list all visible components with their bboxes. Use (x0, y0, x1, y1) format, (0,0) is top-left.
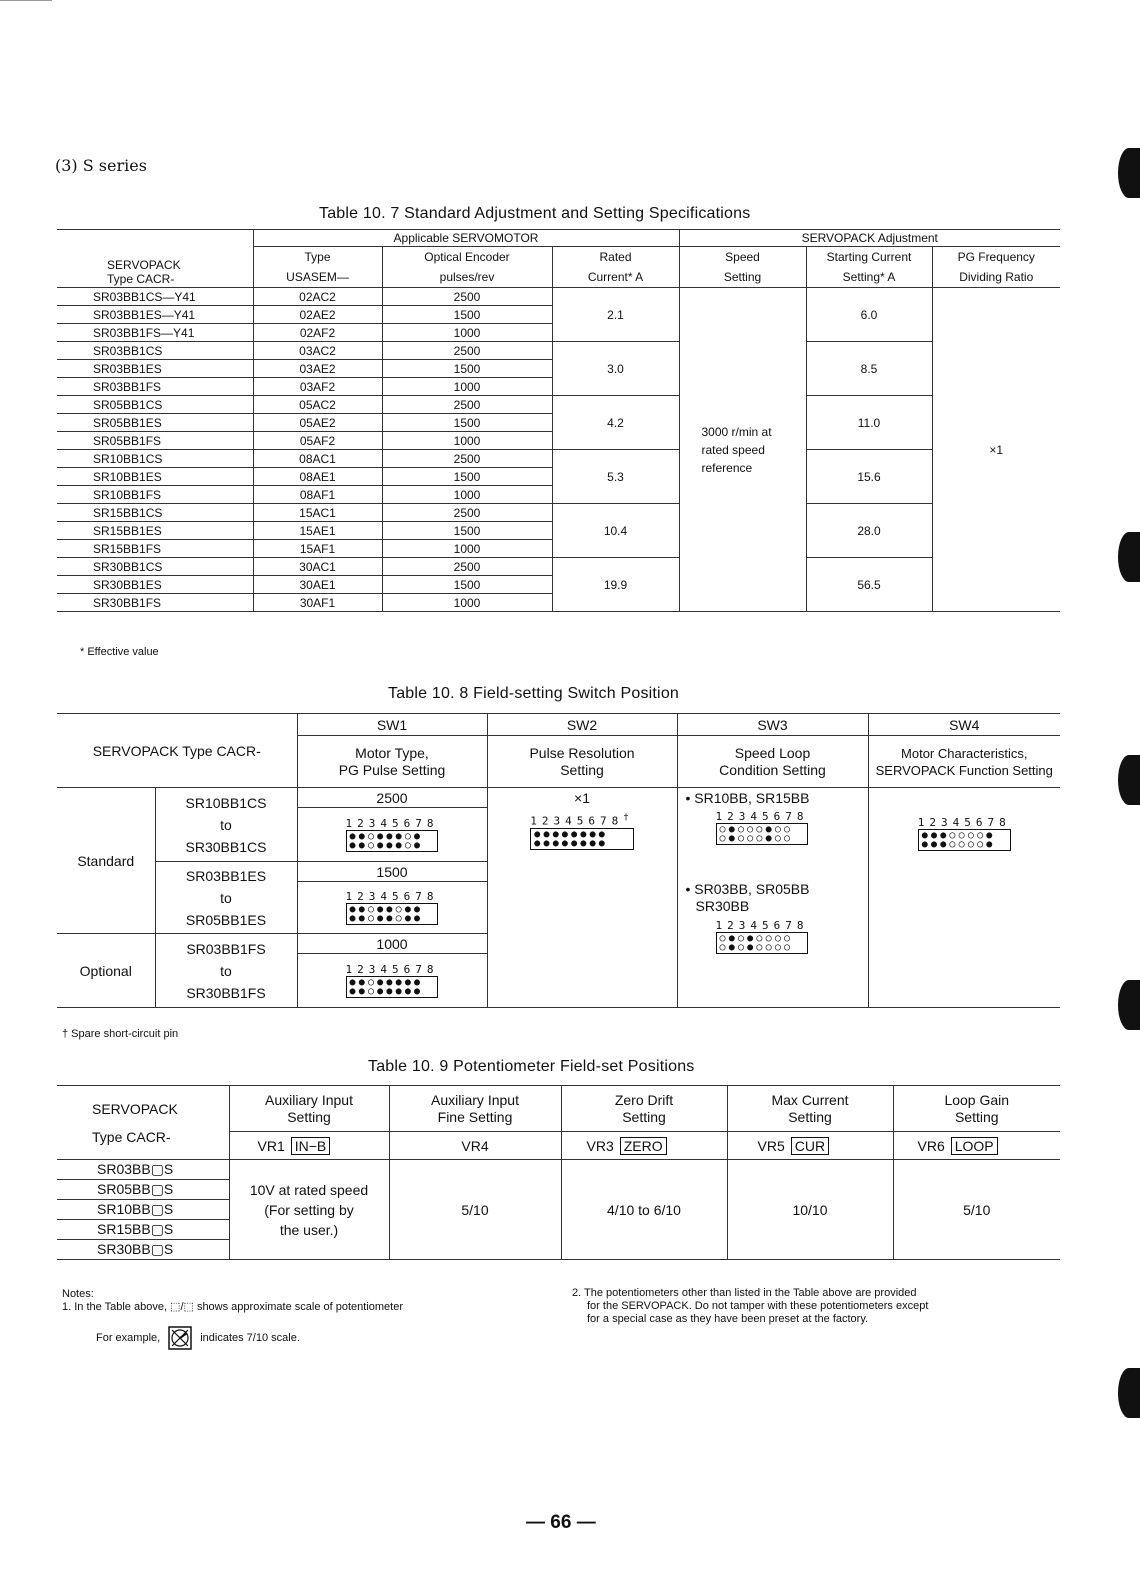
col-encoder: Optical Encoder pulses/rev (382, 247, 552, 288)
vr1-tag: IN−B (291, 1137, 331, 1155)
table-row (57, 558, 1060, 576)
vr4-label: VR4 (389, 1132, 561, 1160)
pin-numbers: 12345678 (715, 810, 809, 823)
rated-current: 5.3 (552, 450, 679, 504)
servopack-type: SR30BB1FS (57, 594, 253, 612)
motor-type: 08AE1 (253, 468, 382, 486)
servopack-type: SR10BB1CS (57, 450, 253, 468)
dagger-mark: † (623, 812, 634, 823)
encoder-pulses: 2500 (382, 558, 552, 576)
rated-current: 10.4 (552, 504, 679, 558)
rated-current: 2.1 (552, 288, 679, 342)
sw1-desc: Motor Type, PG Pulse Setting (297, 736, 487, 788)
table-10-8 (57, 713, 1060, 1008)
starting-current: 6.0 (806, 288, 932, 342)
speed-setting: 3000 r/min at rated speed reference (679, 288, 806, 612)
aux-input-value: 10V at rated speed (For setting by the user.) (229, 1160, 389, 1260)
servopack-type: SR03BB1CS—Y41 (57, 288, 253, 306)
pin-numbers: 12345678 (715, 919, 809, 932)
table-row: SR15BB▢S (57, 1220, 229, 1240)
table-row: SR05BB▢S (57, 1180, 229, 1200)
pin-row: ●●○●●○●● (349, 913, 424, 924)
pin-row: ●●●●●●●● (534, 828, 609, 840)
pin-row: ○●○○○●○○ (719, 833, 794, 844)
table-row (57, 504, 1060, 522)
note-2: 2. The potentiometers other than listed in the Table above are provided for the SERVOPACK. Do not tamper with these potentiometers except for a special case as they have been preset at the factory. (572, 1287, 929, 1325)
encoder-pulses: 1500 (382, 414, 552, 432)
encoder-pulses: 1000 (382, 540, 552, 558)
servopack-type: SR03BB1ES—Y41 (57, 306, 253, 324)
table-10-7 (57, 229, 1060, 612)
encoder-pulses: 2500 (382, 396, 552, 414)
motor-type: 02AE2 (253, 306, 382, 324)
col-starting-current: Starting Current Setting* A (806, 247, 932, 288)
pin-row: ●●○●●●○● (349, 831, 424, 842)
vr3-label: VR3 ZERO (561, 1132, 727, 1160)
vr5-tag: CUR (791, 1137, 829, 1155)
sw2-desc: Pulse Resolution Setting (487, 736, 677, 788)
sw2-header: SW2 (487, 714, 677, 736)
vr6-tag: LOOP (951, 1137, 998, 1155)
motor-type: 05AE2 (253, 414, 382, 432)
encoder-pulses: 1500 (382, 360, 552, 378)
vr1-label: VR1 IN−B (229, 1132, 389, 1160)
motor-type: 15AE1 (253, 522, 382, 540)
encoder-pulses: 1000 (382, 486, 552, 504)
encoder-pulses: 1000 (382, 432, 552, 450)
sw1-1500-pins (297, 882, 487, 934)
col-pg-ratio: PG Frequency Dividing Ratio (932, 247, 1060, 288)
encoder-pulses: 2500 (382, 342, 552, 360)
encoder-pulses: 1500 (382, 522, 552, 540)
vr5-label: VR5 CUR (727, 1132, 893, 1160)
enc-2500: 2500 (297, 788, 487, 808)
table-row: SR30BB▢S (57, 1240, 229, 1260)
sw2-value: ×1 (574, 790, 590, 806)
encoder-pulses: 2500 (382, 450, 552, 468)
servopack-type: SR05BB1CS (57, 396, 253, 414)
motor-type: 02AC2 (253, 288, 382, 306)
servopack-type: SR03BB1FS (57, 378, 253, 396)
binding-hole-mark (1118, 755, 1140, 805)
servopack-type: SR05BB1ES (57, 414, 253, 432)
starting-current: 15.6 (806, 450, 932, 504)
col-loop-gain: Loop Gain Setting (893, 1086, 1060, 1132)
servopack-type: SR10BB1FS (57, 486, 253, 504)
table-row (57, 396, 1060, 414)
col-servopack: SERVOPACK Type CACR- (57, 230, 253, 288)
optional-label: Optional (57, 934, 155, 1008)
page-number: — 66 — (526, 1512, 596, 1533)
sw3-case-2-pins (716, 919, 809, 954)
potentiometer-scale-icon (168, 1326, 192, 1350)
table-row: SR10BB▢S (57, 1200, 229, 1220)
col-rated-current: Rated Current* A (552, 247, 679, 288)
encoder-pulses: 1500 (382, 576, 552, 594)
pin-numbers: 12345678 (345, 817, 439, 830)
table-10-9-title: Table 10. 9 Potentiometer Field-set Positions (368, 1058, 695, 1075)
servopack-type: SR15BB1ES (57, 522, 253, 540)
servopack-type: SR15BB1CS (57, 504, 253, 522)
motor-type: 05AF2 (253, 432, 382, 450)
pin-row: ●●○●●●●● (349, 977, 424, 988)
encoder-pulses: 2500 (382, 504, 552, 522)
vr6-label: VR6 LOOP (893, 1132, 1060, 1160)
col-speed-setting: Speed Setting (679, 247, 806, 288)
motor-type: 03AF2 (253, 378, 382, 396)
col-max-current: Max Current Setting (727, 1086, 893, 1132)
motor-type: 15AC1 (253, 504, 382, 522)
col-type: Type USASEM— (253, 247, 382, 288)
col-aux-input: Auxiliary Input Setting (229, 1086, 389, 1132)
servopack-type: SR15BB1FS (57, 540, 253, 558)
group-servomotor: Applicable SERVOMOTOR (253, 230, 679, 247)
rated-current: 4.2 (552, 396, 679, 450)
enc-1000: 1000 (297, 934, 487, 954)
sw3-case-1-pins (716, 810, 809, 845)
table-10-9 (57, 1085, 1060, 1260)
motor-type: 30AF1 (253, 594, 382, 612)
table-10-7-title: Table 10. 7 Standard Adjustment and Setting Specifications (319, 205, 751, 222)
pin-numbers: 12345678 (345, 890, 439, 903)
section-heading: (3) S series (55, 156, 147, 175)
binding-hole-mark (1118, 532, 1140, 582)
starting-current: 8.5 (806, 342, 932, 396)
motor-type: 03AC2 (253, 342, 382, 360)
range-1: SR10BB1CS to SR30BB1CS (155, 788, 297, 862)
vr4-value: 5/10 (389, 1160, 561, 1260)
sw2-cell (487, 788, 677, 1008)
vr3-tag: ZERO (620, 1137, 667, 1155)
motor-type: 02AF2 (253, 324, 382, 342)
pin-numbers: 12345678 (917, 816, 1011, 829)
table-10-8-title: Table 10. 8 Field-setting Switch Position (388, 685, 680, 702)
pin-row: ●●○●●○●● (349, 904, 424, 915)
sw3-case-2-cont: SR30BB (695, 898, 750, 914)
pin-row: ○●○●○○○○ (719, 933, 794, 944)
sw4-cell (868, 788, 1060, 1008)
motor-type: 05AC2 (253, 396, 382, 414)
vr6-value: 5/10 (893, 1160, 1060, 1260)
table-row (57, 450, 1060, 468)
sw3-case-1: • SR10BB, SR15BB (685, 790, 810, 806)
pin-row: ●●●○○○○● (921, 839, 996, 850)
col-zero-drift: Zero Drift Setting (561, 1086, 727, 1132)
note-example: For example, indicates 7/10 scale. (96, 1326, 300, 1350)
servopack-type: SR03BB1CS (57, 342, 253, 360)
note-1: 1. In the Table above, ⬚/⬚ shows approximate scale of potentiometer (62, 1301, 403, 1313)
encoder-pulses: 1000 (382, 594, 552, 612)
pin-numbers: 12345678 (345, 963, 439, 976)
rated-current: 19.9 (552, 558, 679, 612)
starting-current: 11.0 (806, 396, 932, 450)
encoder-pulses: 2500 (382, 288, 552, 306)
range-2: SR03BB1ES to SR05BB1ES (155, 862, 297, 934)
binding-hole-mark (1118, 1368, 1140, 1418)
servopack-type: SR30BB1ES (57, 576, 253, 594)
pin-row: ●●○●●●●● (349, 986, 424, 997)
page-edge-line (0, 0, 52, 1)
sw1-1000-pins (297, 954, 487, 1008)
starting-current: 56.5 (806, 558, 932, 612)
table-10-7-footnote: * Effective value (80, 646, 159, 658)
servopack-type: SR30BB1CS (57, 558, 253, 576)
binding-hole-mark (1118, 148, 1140, 198)
vr5-value: 10/10 (727, 1160, 893, 1260)
servopack-type: SR05BB1FS (57, 432, 253, 450)
pin-row: ●●○●●●○● (349, 840, 424, 851)
rated-current: 3.0 (552, 342, 679, 396)
table-row: SR03BB▢S (57, 1160, 229, 1180)
range-3: SR03BB1FS to SR30BB1FS (155, 934, 297, 1008)
servopack-type: SR10BB1ES (57, 468, 253, 486)
binding-hole-mark (1118, 980, 1140, 1030)
encoder-pulses: 1500 (382, 306, 552, 324)
sw4-pins (918, 816, 1011, 851)
vr3-value: 4/10 to 6/10 (561, 1160, 727, 1260)
servopack-type: SR03BB1ES (57, 360, 253, 378)
pin-row: ○●○●○○○○ (719, 942, 794, 953)
pg-ratio: ×1 (932, 288, 1060, 612)
pin-numbers: 12345678 (530, 814, 624, 828)
sw4-desc: Motor Characteristics, SERVOPACK Function Setting (868, 736, 1060, 788)
pin-row: ○●○○○●○○ (719, 824, 794, 835)
motor-type: 03AE2 (253, 360, 382, 378)
sw3-case-2: • SR03BB, SR05BB (685, 881, 810, 897)
encoder-pulses: 1500 (382, 468, 552, 486)
col-servopack: SERVOPACK Type CACR- (57, 714, 297, 788)
motor-type: 08AC1 (253, 450, 382, 468)
enc-1500: 1500 (297, 862, 487, 882)
sw1-2500-pins (297, 808, 487, 862)
starting-current: 28.0 (806, 504, 932, 558)
group-adjustment: SERVOPACK Adjustment (679, 230, 1060, 247)
pin-row: ●●●○○○○● (921, 830, 996, 841)
col-aux-fine: Auxiliary Input Fine Setting (389, 1086, 561, 1132)
encoder-pulses: 1000 (382, 378, 552, 396)
sw3-desc: Speed Loop Condition Setting (677, 736, 868, 788)
standard-label: Standard (57, 788, 155, 934)
motor-type: 08AF1 (253, 486, 382, 504)
sw3-cell (677, 788, 868, 1008)
table-row (57, 288, 1060, 306)
motor-type: 15AF1 (253, 540, 382, 558)
servopack-type: SR03BB1FS—Y41 (57, 324, 253, 342)
sw3-header: SW3 (677, 714, 868, 736)
encoder-pulses: 1000 (382, 324, 552, 342)
table-10-8-footnote: † Spare short-circuit pin (62, 1028, 179, 1040)
motor-type: 30AC1 (253, 558, 382, 576)
notes-heading: Notes: (62, 1288, 94, 1300)
table-row (57, 342, 1060, 360)
pin-row: ●●●●●●●● (534, 837, 609, 849)
motor-type: 30AE1 (253, 576, 382, 594)
sw2-pins (530, 812, 634, 850)
col-servopack: SERVOPACK Type CACR- (57, 1086, 229, 1160)
sw4-header: SW4 (868, 714, 1060, 736)
sw1-header: SW1 (297, 714, 487, 736)
